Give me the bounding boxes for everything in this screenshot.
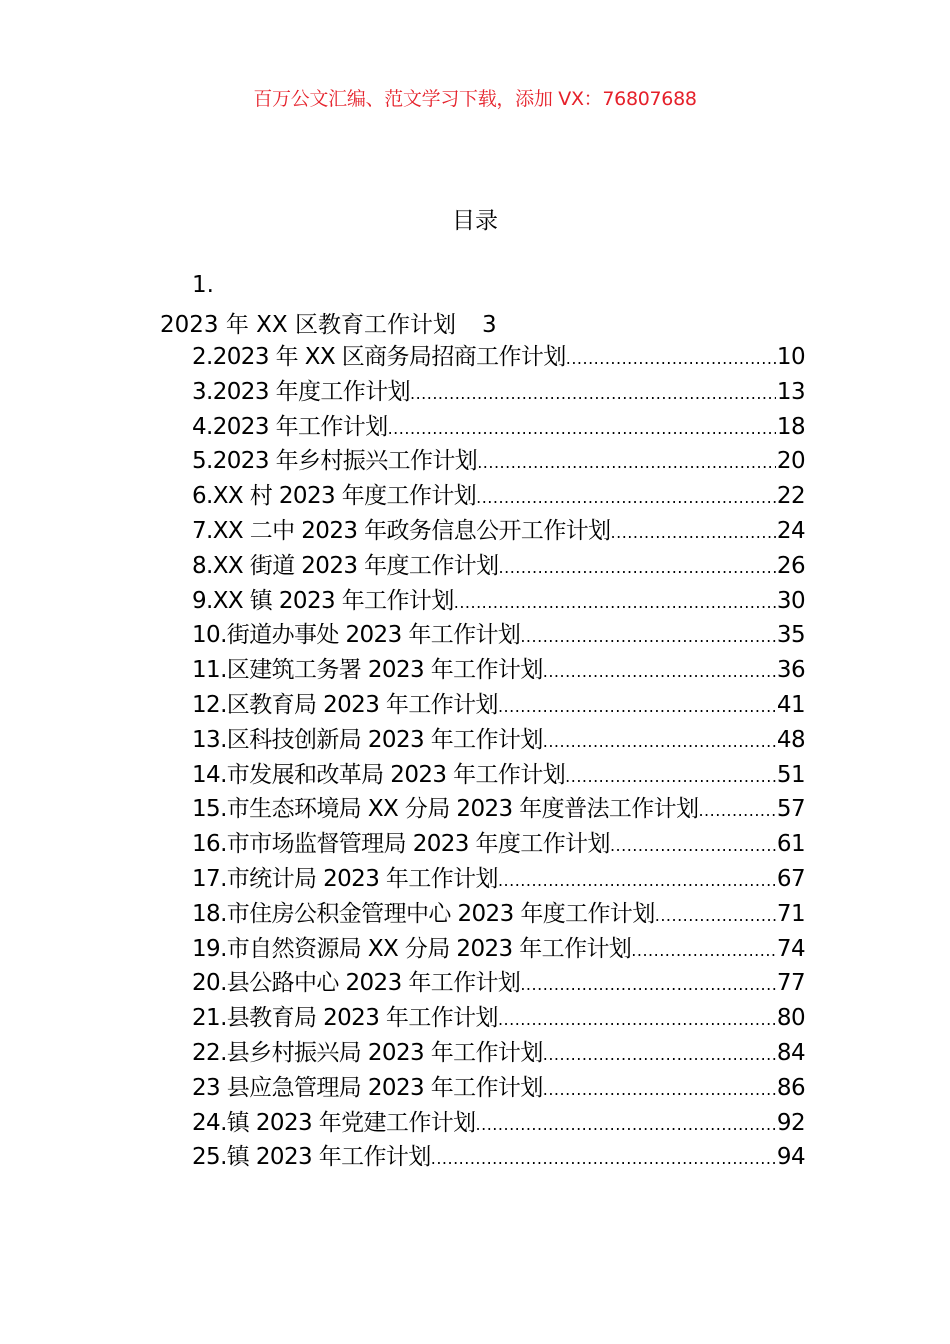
dot-leader: [520, 968, 776, 1003]
toc-entry-page: 36: [776, 657, 805, 684]
toc-entry[interactable]: [192, 862, 805, 897]
toc-entry-text: 9.XX 镇 2023 年工作计划: [192, 587, 454, 614]
dot-leader: [655, 899, 776, 934]
toc-entry-text: 23 县应急管理局 2023 年工作计划: [192, 1074, 543, 1101]
toc-entry-text: 20.县公路中心 2023 年工作计划: [192, 970, 521, 997]
toc-entry-page: 94: [776, 1144, 805, 1171]
toc-entry-page: 13: [776, 378, 805, 405]
toc-entry-page: 61: [776, 831, 805, 858]
dot-leader: [543, 1073, 776, 1108]
toc-entry-text: 22.县乡村振兴局 2023 年工作计划: [192, 1039, 543, 1066]
dot-leader: [611, 516, 776, 551]
toc-entry-text: 6.XX 村 2023 年度工作计划: [192, 483, 477, 510]
dot-leader: [631, 934, 776, 969]
toc-entry[interactable]: [192, 514, 805, 549]
toc-entry-page: 24: [776, 517, 805, 544]
dot-leader: [498, 690, 776, 725]
toc-entry-text: 2023 年 XX 区教育工作计划: [160, 312, 456, 338]
toc-entry-text: 15.市生态环境局 XX 分局 2023 年度普法工作计划: [192, 796, 699, 823]
toc-entry[interactable]: [192, 444, 805, 479]
toc-entry[interactable]: [192, 1106, 805, 1141]
toc-entry-page: 67: [776, 865, 805, 892]
toc-entry-text: 25.镇 2023 年工作计划: [192, 1144, 431, 1171]
toc-entry[interactable]: [192, 758, 805, 793]
toc-entry-1[interactable]: [160, 306, 497, 339]
dot-leader: [476, 1108, 776, 1143]
toc-entry[interactable]: [192, 897, 805, 932]
toc-entry-page: 51: [776, 761, 805, 788]
toc-entry-1-number: 1.: [192, 272, 214, 298]
toc-entry[interactable]: [192, 792, 805, 827]
toc-entry-page: 77: [776, 970, 805, 997]
toc-entry-page: 48: [776, 726, 805, 753]
toc-entry-text: 12.区教育局 2023 年工作计划: [192, 691, 498, 718]
toc-entry-text: 5.2023 年乡村振兴工作计划: [192, 448, 478, 475]
toc-entry[interactable]: [192, 1140, 805, 1175]
toc-entry-page: 35: [776, 622, 805, 649]
toc-entry-text: 24.镇 2023 年党建工作计划: [192, 1109, 476, 1136]
toc-entry-page: 84: [776, 1039, 805, 1066]
toc-entry-text: 18.市住房公积金管理中心 2023 年度工作计划: [192, 900, 655, 927]
dot-leader: [476, 481, 776, 516]
toc-entry-page: 30: [776, 587, 805, 614]
toc-entry-page: 71: [776, 900, 805, 927]
toc-entry-page: 57: [776, 796, 805, 823]
dot-leader: [520, 620, 776, 655]
toc-entry[interactable]: [192, 584, 805, 619]
toc-entry[interactable]: [192, 340, 805, 375]
toc-entry-page: 3: [481, 312, 497, 338]
toc-entry-page: 92: [776, 1109, 805, 1136]
dot-leader: [410, 377, 776, 412]
dot-leader: [610, 829, 776, 864]
toc-entry[interactable]: [192, 966, 805, 1001]
toc-list: [192, 340, 805, 1175]
dot-leader: [543, 1038, 776, 1073]
dot-leader: [431, 1142, 776, 1177]
dot-leader: [454, 586, 776, 621]
toc-entry-text: 14.市发展和改革局 2023 年工作计划: [192, 761, 566, 788]
toc-entry-page: 41: [776, 691, 805, 718]
toc-entry[interactable]: [192, 1001, 805, 1036]
toc-entry-page: 18: [776, 413, 805, 440]
dot-leader: [698, 794, 775, 829]
toc-entry-text: 16.市市场监督管理局 2023 年度工作计划: [192, 831, 610, 858]
toc-entry-text: 11.区建筑工务署 2023 年工作计划: [192, 657, 543, 684]
toc-entry[interactable]: [192, 1071, 805, 1106]
toc-entry-text: 19.市自然资源局 XX 分局 2023 年工作计划: [192, 935, 632, 962]
toc-title: 目录: [452, 208, 498, 234]
toc-entry[interactable]: [192, 932, 805, 967]
dot-leader: [477, 446, 776, 481]
toc-entry-text: 21.县教育局 2023 年工作计划: [192, 1005, 498, 1032]
toc-entry[interactable]: [192, 410, 805, 445]
toc-entry[interactable]: [192, 723, 805, 758]
toc-entry[interactable]: [192, 688, 805, 723]
toc-entry-text: 4.2023 年工作计划: [192, 413, 388, 440]
toc-entry[interactable]: [192, 375, 805, 410]
toc-entry[interactable]: [192, 1036, 805, 1071]
dot-leader: [543, 725, 776, 760]
dot-leader: [499, 551, 776, 586]
dot-leader: [498, 864, 776, 899]
toc-entry[interactable]: [192, 479, 805, 514]
toc-entry-text: 7.XX 二中 2023 年政务信息公开工作计划: [192, 517, 611, 544]
toc-entry-text: 13.区科技创新局 2023 年工作计划: [192, 726, 543, 753]
toc-entry-text: 17.市统计局 2023 年工作计划: [192, 865, 498, 892]
toc-entry-page: 20: [776, 448, 805, 475]
toc-entry-page: 10: [776, 344, 805, 370]
toc-entry-page: 22: [776, 483, 805, 510]
toc-entry-text: 3.2023 年度工作计划: [192, 378, 410, 405]
toc-entry[interactable]: [192, 653, 805, 688]
dot-leader: [543, 655, 776, 690]
toc-entry[interactable]: [192, 827, 805, 862]
dot-leader: [565, 760, 776, 795]
toc-entry-page: 74: [776, 935, 805, 962]
toc-entry-page: 26: [776, 552, 805, 579]
toc-entry[interactable]: [192, 549, 805, 584]
toc-entry-text: 2.2023 年 XX 区商务局招商工作计划: [192, 344, 566, 370]
toc-entry-page: 80: [776, 1005, 805, 1032]
toc-entry[interactable]: [192, 618, 805, 653]
toc-entry-text: 8.XX 街道 2023 年度工作计划: [192, 552, 499, 579]
toc-entry-text: 10.街道办事处 2023 年工作计划: [192, 622, 521, 649]
watermark-header: 百万公文汇编、范文学习下载，添加 VX：76807688: [253, 88, 697, 110]
dot-leader: [498, 1003, 776, 1038]
dot-leader: [566, 342, 776, 377]
dot-leader: [388, 412, 776, 447]
toc-entry-page: 86: [776, 1074, 805, 1101]
